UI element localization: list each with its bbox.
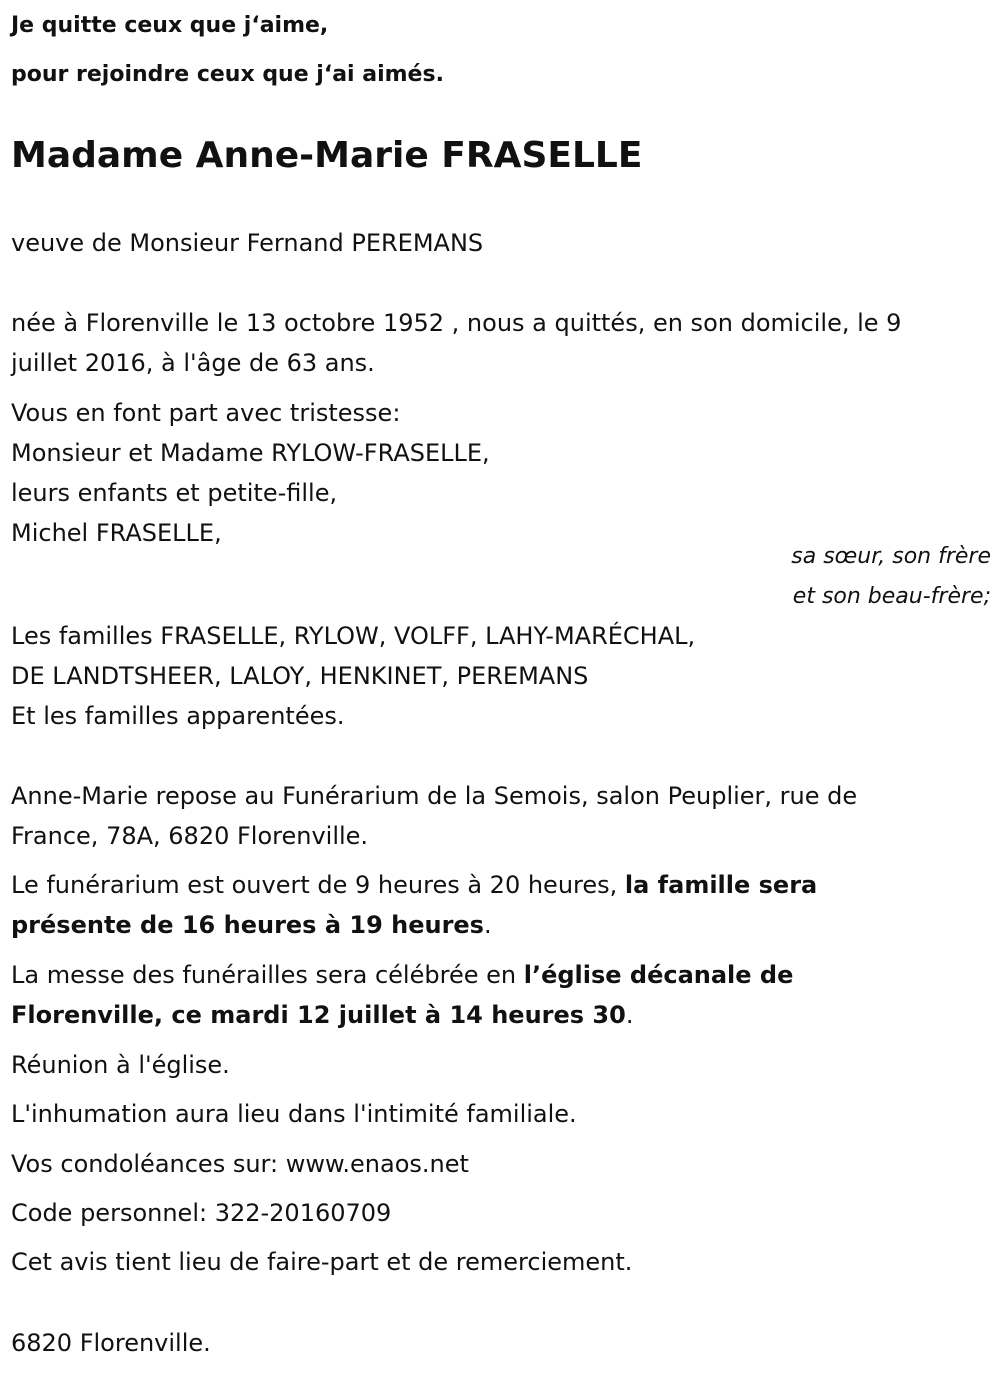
mass-text: La messe des funérailles sera célébrée en: [11, 961, 524, 989]
quote-line-1: Je quitte ceux que j‘aime,: [11, 13, 329, 38]
families-line-1: Les familles FRASELLE, RYLOW, VOLFF, LAHY-MARÉCHAL,: [11, 622, 696, 650]
birth-line-2: juillet 2016, à l'âge de 63 ans.: [11, 349, 375, 377]
families-line-2: DE LANDTSHEER, LALOY, HENKINET, PEREMANS: [11, 662, 589, 690]
relation-line-1: sa sœur, son frère: [791, 544, 991, 569]
quote-line-2: pour rejoindre ceux que j‘ai aimés.: [11, 62, 444, 87]
meeting-line: Réunion à l'église.: [11, 1051, 230, 1079]
hours-text: Le funérarium est ouvert de 9 heures à 20 heures,: [11, 871, 625, 899]
hours-line-1: [11, 870, 817, 900]
widow-of: veuve de Monsieur Fernand PEREMANS: [11, 229, 484, 257]
address-line: 6820 Florenville.: [11, 1329, 211, 1357]
notice-line: Cet avis tient lieu de faire-part et de remerciement.: [11, 1248, 633, 1276]
mass-highlight: l’église décanale de: [523, 961, 794, 989]
mass-line-2: [11, 1000, 633, 1030]
relation-line-2: et son beau-frère;: [792, 584, 991, 609]
birth-line-1: née à Florenville le 13 octobre 1952 , nous a quittés, en son domicile, le 9: [11, 309, 902, 337]
repose-line-1: Anne-Marie repose au Funérarium de la Semois, salon Peuplier, rue de: [11, 782, 858, 810]
announcer-line-1: Monsieur et Madame RYLOW-FRASELLE,: [11, 439, 490, 467]
condolences-line: Vos condoléances sur: www.enaos.net: [11, 1150, 469, 1178]
hours-highlight: la famille sera: [624, 871, 818, 899]
mass-line-1: [11, 960, 793, 990]
mass-highlight-2: Florenville, ce mardi 12 juillet à 14 heures 30: [11, 1001, 626, 1029]
mass-period: .: [625, 1001, 634, 1029]
families-line-3: Et les familles apparentées.: [11, 702, 345, 730]
personal-code-line: Code personnel: 322-20160709: [11, 1199, 392, 1227]
hours-line-2: [11, 910, 492, 940]
hours-period: .: [483, 911, 492, 939]
announcers-intro: Vous en font part avec tristesse:: [11, 399, 401, 427]
announcer-line-2: leurs enfants et petite-fille,: [11, 479, 338, 507]
deceased-name: Madame Anne-Marie FRASELLE: [11, 135, 643, 176]
announcer-line-3: Michel FRASELLE,: [11, 519, 222, 547]
burial-line: L'inhumation aura lieu dans l'intimité familiale.: [11, 1100, 577, 1128]
hours-highlight-2: présente de 16 heures à 19 heures: [11, 911, 484, 939]
repose-line-2: France, 78A, 6820 Florenville.: [11, 822, 369, 850]
